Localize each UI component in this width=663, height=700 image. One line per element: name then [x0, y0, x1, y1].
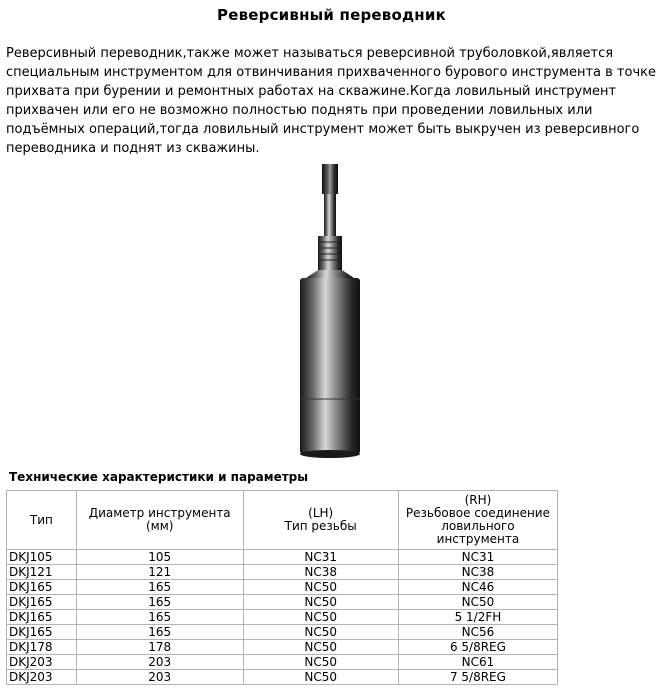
cell-rh-connection: 5 1/2FH: [398, 610, 557, 625]
table-row: [7, 655, 558, 670]
cell-type: DKJ165: [7, 625, 77, 640]
table-row: [7, 625, 558, 640]
table-row: [7, 580, 558, 595]
cell-lh-thread: NC38: [243, 565, 398, 580]
cell-type: DKJ203: [7, 670, 77, 685]
cell-diameter: 105: [76, 550, 243, 565]
table-row: [7, 550, 558, 565]
cell-diameter: 165: [76, 610, 243, 625]
cell-type: DKJ165: [7, 595, 77, 610]
table-row: [7, 565, 558, 580]
cell-lh-thread: NC50: [243, 640, 398, 655]
intro-paragraph: Реверсивный переводник,также может называться реверсивной труболовкой,является специальным инструментом для отвинчивания прихваченного бурового инструмента в точке прихвата при бурении и ремонтных работах на скважине.Когда ловильный инструмент прихвачен или его не возможно полностью поднять при проведении ловильных или подъёмных операций,тогда ловильный инструмент может быть выкручен из реверсивного переводника и поднят из скважины.: [6, 46, 656, 156]
table-header-row: [7, 491, 558, 550]
cell-lh-thread: NC31: [243, 550, 398, 565]
table-row: [7, 670, 558, 685]
cell-diameter: 165: [76, 595, 243, 610]
cell-diameter: 178: [76, 640, 243, 655]
col-header-lh-thread: (LH) Тип резьбы: [243, 491, 398, 550]
cell-lh-thread: NC50: [243, 580, 398, 595]
col-header-type: Тип: [7, 491, 77, 550]
table-row: [7, 595, 558, 610]
cell-rh-connection: NC31: [398, 550, 557, 565]
cell-rh-connection: NC61: [398, 655, 557, 670]
cell-rh-connection: 6 5/8REG: [398, 640, 557, 655]
product-photo: [280, 164, 380, 460]
cell-lh-thread: NC50: [243, 670, 398, 685]
cell-lh-thread: NC50: [243, 610, 398, 625]
cell-type: DKJ121: [7, 565, 77, 580]
cell-diameter: 203: [76, 670, 243, 685]
cell-lh-thread: NC50: [243, 625, 398, 640]
cell-lh-thread: NC50: [243, 655, 398, 670]
page-title: Реверсивный переводник: [217, 6, 446, 24]
col-header-rh-connection: (RH) Резьбовое соединение ловильного инструмента: [398, 491, 557, 550]
cell-diameter: 165: [76, 625, 243, 640]
cell-type: DKJ165: [7, 610, 77, 625]
cell-diameter: 203: [76, 655, 243, 670]
cell-rh-connection: NC50: [398, 595, 557, 610]
cell-rh-connection: 7 5/8REG: [398, 670, 557, 685]
cell-type: DKJ203: [7, 655, 77, 670]
cell-rh-connection: NC38: [398, 565, 557, 580]
cell-type: DKJ105: [7, 550, 77, 565]
cell-type: DKJ165: [7, 580, 77, 595]
specs-table: [6, 490, 558, 685]
table-row: [7, 610, 558, 625]
cell-diameter: 121: [76, 565, 243, 580]
cell-type: DKJ178: [7, 640, 77, 655]
col-header-diameter: Диаметр инструмента (мм): [76, 491, 243, 550]
table-row: [7, 640, 558, 655]
specs-title: Технические характеристики и параметры: [9, 470, 309, 484]
reversing-sub-image: [280, 164, 380, 460]
cell-rh-connection: NC56: [398, 625, 557, 640]
cell-rh-connection: NC46: [398, 580, 557, 595]
cell-lh-thread: NC50: [243, 595, 398, 610]
cell-diameter: 165: [76, 580, 243, 595]
